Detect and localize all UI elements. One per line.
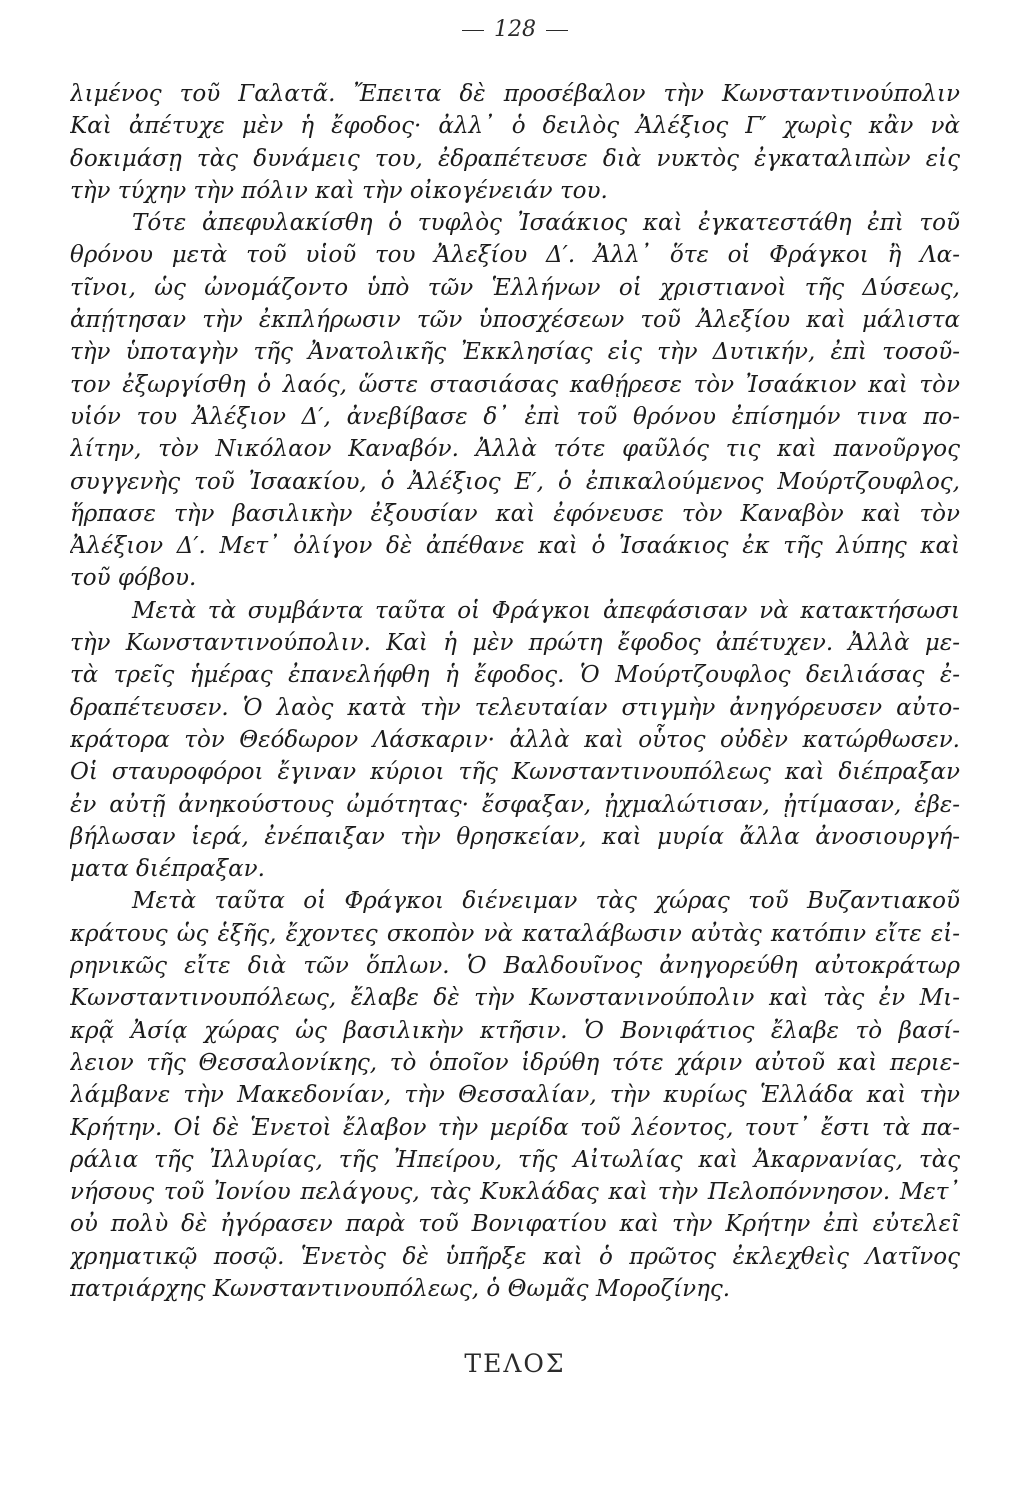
text-line: κράτορα τὸν Θεόδωρον Λάσκαριν· ἀλλὰ καὶ οὗτος οὐδὲν κατώρθωσεν.: [70, 726, 960, 753]
paragraph: [70, 595, 960, 886]
text-line: θρόνου μετὰ τοῦ υἱοῦ του Ἀλεξίου Δ′. Ἀλλ᾽ ὅτε οἱ Φράγκοι ἢ Λα-: [70, 242, 960, 269]
text-line: Κρήτην. Οἱ δὲ Ἑνετοὶ ἔλαβον τὴν μερίδα τοῦ λέοντος, τουτ᾽ ἔστι τὰ πα-: [70, 1114, 960, 1141]
text-line: ματα διέπραξαν.: [70, 856, 265, 883]
text-line: κρᾷ Ἀσίᾳ χώρας ὡς βασιλικὴν κτῆσιν. Ὁ Βονιφάτιος ἔλαβε τὸ βασί-: [70, 1017, 960, 1044]
text-line: συγγενὴς τοῦ Ἰσαακίου, ὁ Ἀλέξιος Ε′, ὁ ἐπικαλούμενος Μούρτζουφλος,: [70, 468, 960, 495]
text-line: δραπέτευσεν. Ὁ λαὸς κατὰ τὴν τελευταίαν στιγμὴν ἀνηγόρευσεν αὐτο-: [70, 694, 960, 721]
text-line: Μετὰ ταῦτα οἱ Φράγκοι διένειμαν τὰς χώρας τοῦ Βυζαντιακοῦ: [132, 888, 960, 915]
text-line: νήσους τοῦ Ἰονίου πελάγους, τὰς Κυκλάδας καὶ τὴν Πελοπόννησον. Μετ᾽: [70, 1179, 960, 1206]
page-number-header: [70, 16, 960, 44]
text-line: υἱόν του Ἀλέξιον Δ′, ἀνεβίβασε δ᾽ ἐπὶ τοῦ θρόνου ἐπίσημόν τινα πο-: [70, 403, 960, 430]
text-line: Τότε ἀπεφυλακίσθη ὁ τυφλὸς Ἰσαάκιος καὶ ἐγκατεστάθη ἐπὶ τοῦ: [132, 210, 960, 237]
text-line: τον ἐξωργίσθη ὁ λαός, ὥστε στασιάσας καθῄρεσε τὸν Ἰσαάκιον καὶ τὸν: [70, 371, 960, 398]
text-line: χρηματικῷ ποσῷ. Ἑνετὸς δὲ ὑπῆρξε καὶ ὁ πρῶτος ἐκλεχθεὶς Λατῖνος: [70, 1243, 960, 1270]
text-line: Καὶ ἀπέτυχε μὲν ἡ ἔφοδος· ἀλλ᾽ ὁ δειλὸς Ἀλέξιος Γ′ χωρὶς κἂν νὰ: [70, 113, 960, 140]
text-line: τὴν ὑποταγὴν τῆς Ἀνατολικῆς Ἐκκλησίας εἰς τὴν Δυτικήν, ἐπὶ τοσοῦ-: [70, 339, 960, 366]
text-line: ἥρπασε τὴν βασιλικὴν ἐξουσίαν καὶ ἐφόνευσε τὸν Καναβὸν καὶ τὸν: [70, 500, 960, 527]
text-line: λίτην, τὸν Νικόλαον Καναβόν. Ἀλλὰ τότε φαῦλός τις καὶ πανοῦργος: [70, 436, 960, 463]
text-line: τὰ τρεῖς ἡμέρας ἐπανελήφθη ἡ ἔφοδος. Ὁ Μούρτζουφλος δειλιάσας ἐ-: [70, 662, 960, 689]
text-line: βήλωσαν ἱερά, ἐνέπαιξαν τὴν θρησκείαν, καὶ μυρία ἄλλα ἀνοσιουργή-: [70, 823, 960, 850]
text-line: τὴν τύχην τὴν πόλιν καὶ τὴν οἰκογένειάν του.: [70, 177, 608, 204]
text-line: ρηνικῶς εἴτε διὰ τῶν ὅπλων. Ὁ Βαλδουῖνος ἀνηγορεύθη αὐτοκράτωρ: [70, 953, 960, 980]
paragraph: [70, 78, 960, 207]
text-line: Οἱ σταυροφόροι ἔγιναν κύριοι τῆς Κωνσταντινουπόλεως καὶ διέπραξαν: [70, 759, 960, 786]
text-line: λάμβανε τὴν Μακεδονίαν, τὴν Θεσσαλίαν, τὴν κυρίως Ἑλλάδα καὶ τὴν: [70, 1082, 960, 1109]
text-line: ἀπῄτησαν τὴν ἐκπλήρωσιν τῶν ὑποσχέσεων τοῦ Ἀλεξίου καὶ μάλιστα: [70, 307, 960, 334]
text-line: οὐ πολὺ δὲ ἠγόρασεν παρὰ τοῦ Βονιφατίου καὶ τὴν Κρήτην ἐπὶ εὐτελεῖ: [70, 1211, 960, 1238]
text-line: Ἀλέξιον Δ′. Μετ᾽ ὀλίγον δὲ ἀπέθανε καὶ ὁ Ἰσαάκιος ἐκ τῆς λύπης καὶ: [70, 533, 960, 560]
body-text: [70, 78, 960, 1305]
text-line: ἐν αὐτῇ ἀνηκούστους ὠμότητας· ἔσφαξαν, ᾐχμαλώτισαν, ᾐτίμασαν, ἐβε-: [70, 791, 960, 818]
paragraph: [70, 885, 960, 1305]
text-line: τῖνοι, ὡς ὠνομάζοντο ὑπὸ τῶν Ἑλλήνων οἱ χριστιανοὶ τῆς Δύσεως,: [70, 274, 960, 301]
text-line: τοῦ φόβου.: [70, 565, 197, 592]
text-line: Κωνσταντινουπόλεως, ἔλαβε δὲ τὴν Κωνστανινούπολιν καὶ τὰς ἐν Μι-: [70, 985, 960, 1012]
book-page: [70, 16, 960, 1378]
right-dash: [546, 30, 568, 31]
text-line: ράλια τῆς Ἰλλυρίας, τῆς Ἠπείρου, τῆς Αἰτωλίας καὶ Ἀκαρνανίας, τὰς: [70, 1146, 960, 1173]
text-line: λιμένος τοῦ Γαλατᾶ. Ἔπειτα δὲ προσέβαλον τὴν Κωνσταντινούπολιν: [70, 81, 960, 107]
left-dash: [462, 30, 484, 31]
text-line: δοκιμάσῃ τὰς δυνάμεις του, ἐδραπέτευσε διὰ νυκτὸς ἐγκαταλιπὼν εἰς: [70, 145, 960, 172]
text-line: κράτους ὡς ἑξῆς, ἔχοντες σκοπὸν νὰ καταλάβωσιν αὐτὰς κατόπιν εἴτε εἰ-: [70, 920, 960, 947]
text-line: πατριάρχης Κωνσταντινουπόλεως, ὁ Θωμᾶς Μοροζίνης.: [70, 1275, 731, 1302]
end-mark: ΤΕΛΟΣ: [464, 1349, 566, 1379]
text-line: τὴν Κωνσταντινούπολιν. Καὶ ἡ μὲν πρώτη ἔφοδος ἀπέτυχεν. Ἀλλὰ με-: [70, 630, 960, 657]
text-line: λειον τῆς Θεσσαλονίκης, τὸ ὁποῖον ἱδρύθη τότε χάριν αὐτοῦ καὶ περιε-: [70, 1049, 960, 1076]
text-line: Μετὰ τὰ συμβάντα ταῦτα οἱ Φράγκοι ἀπεφάσισαν νὰ κατακτήσωσι: [132, 597, 960, 624]
page-number: 128: [494, 17, 536, 42]
paragraph: [70, 207, 960, 595]
